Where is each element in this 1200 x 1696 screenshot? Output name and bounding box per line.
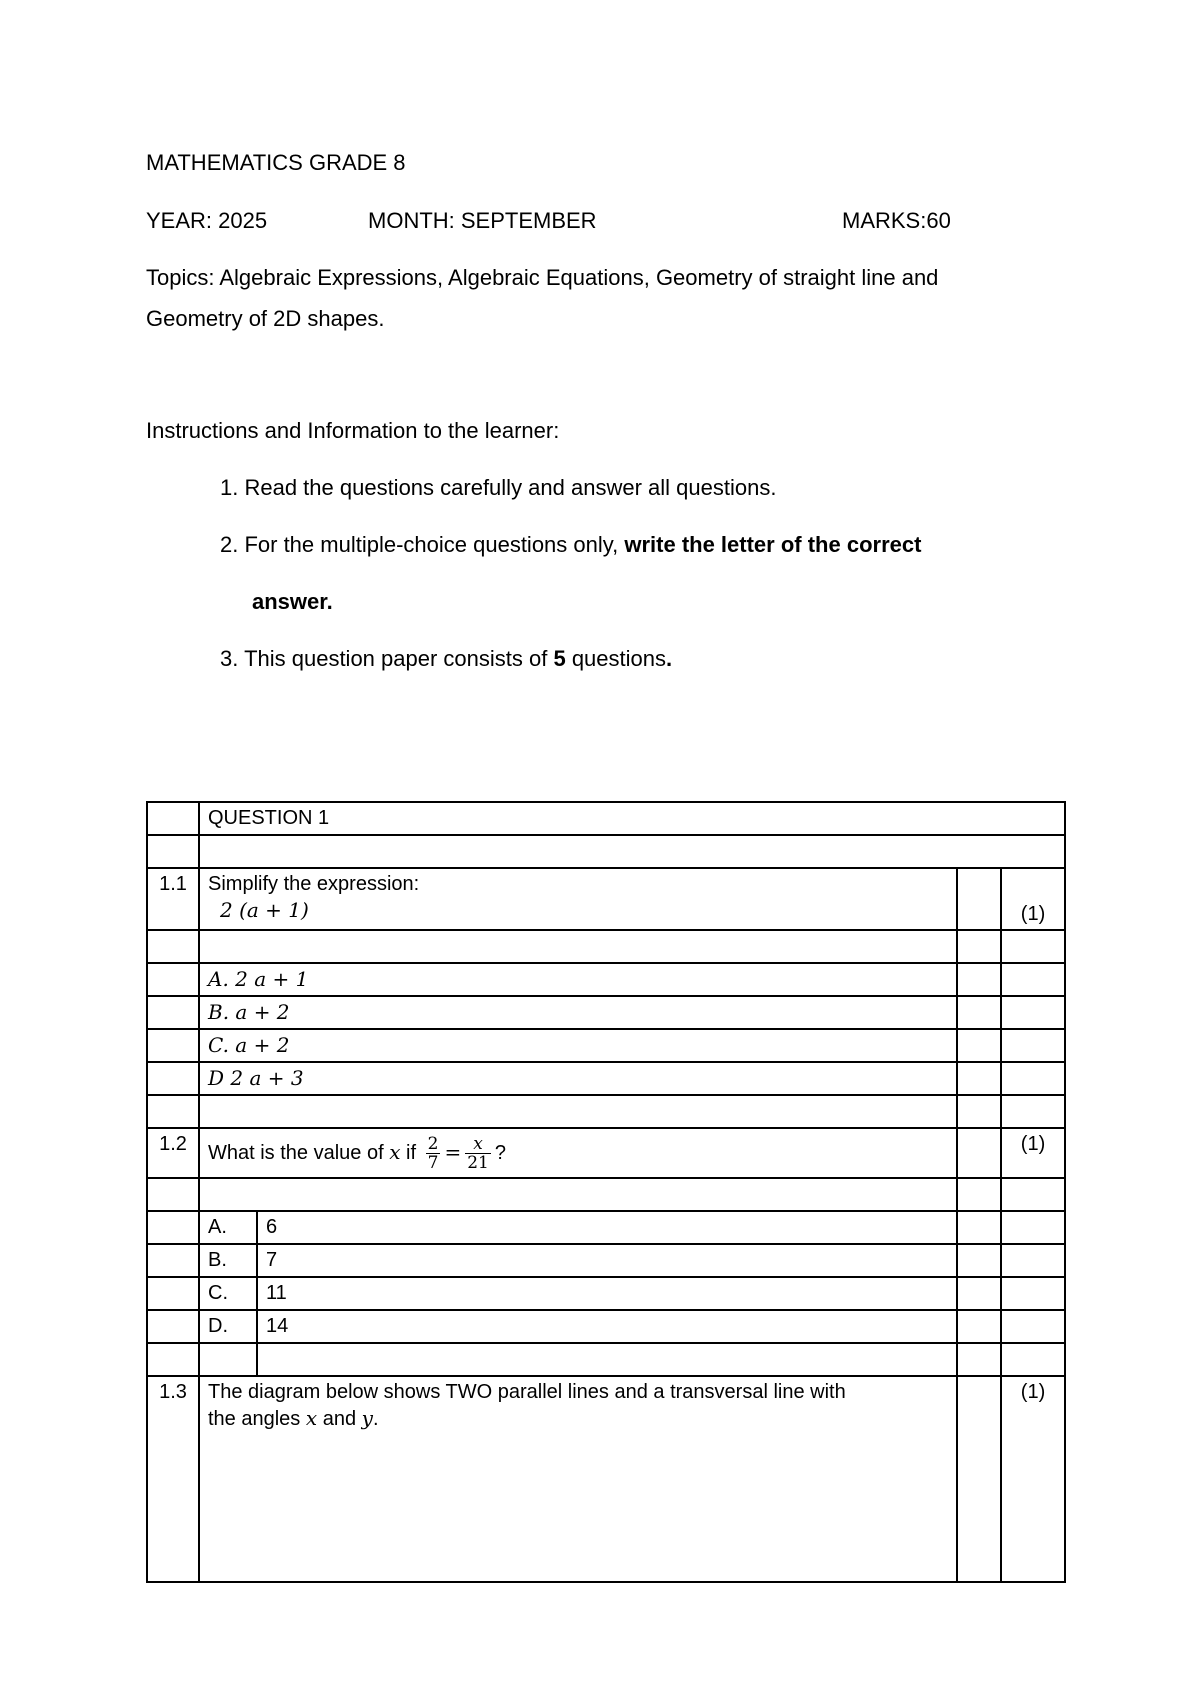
instruction-item-3-dot: . <box>666 646 673 671</box>
table-row <box>147 868 1065 930</box>
table-row <box>147 1062 1065 1095</box>
table-cell <box>147 996 199 1029</box>
answer-option <box>199 1062 957 1095</box>
instruction-item-2-bold: write the letter of the correct <box>624 532 922 557</box>
table-cell <box>147 1277 199 1310</box>
table-cell <box>147 930 199 963</box>
table-cell <box>147 1343 199 1376</box>
table-cell <box>1001 1062 1065 1095</box>
instructions-heading: Instructions and Information to the learner: <box>146 418 560 443</box>
question-prompt: What is the value of <box>208 1141 390 1164</box>
table-cell <box>147 1211 199 1244</box>
table-cell <box>957 1062 1001 1095</box>
question-prompt-line-2 <box>208 1405 948 1432</box>
table-cell <box>147 963 199 996</box>
table-cell <box>199 835 1065 868</box>
question-prompt: Simplify the expression: <box>208 873 420 895</box>
table-row <box>147 963 1065 996</box>
variable-x: x <box>389 1139 401 1164</box>
instruction-item-2-text: 2. For the multiple-choice questions only, <box>220 532 625 557</box>
instruction-item-2 <box>220 532 921 558</box>
table-cell <box>1001 1178 1065 1211</box>
instruction-item-3-text: 3. This question paper consists of <box>220 646 554 671</box>
table-cell <box>199 930 957 963</box>
table-row <box>147 1178 1065 1211</box>
option-text: B. a + 2 <box>208 1000 290 1024</box>
question-1-table <box>146 801 1066 1583</box>
instruction-item-1: 1. Read the questions carefully and answer all questions. <box>220 475 777 500</box>
option-letter: C. <box>199 1277 257 1310</box>
table-cell <box>147 1029 199 1062</box>
question-heading-text: QUESTION 1 <box>208 807 330 829</box>
option-text: D 2 a + 3 <box>208 1066 304 1090</box>
question-count: 5 <box>553 646 566 671</box>
table-row <box>147 835 1065 868</box>
table-row <box>147 1029 1065 1062</box>
table-cell <box>199 1095 957 1128</box>
table-cell <box>147 1095 199 1128</box>
fraction-x-over-21 <box>465 1135 491 1172</box>
table-cell <box>147 1062 199 1095</box>
equals-sign: = <box>444 1139 462 1164</box>
question-prompt-line-1: The diagram below shows TWO parallel lines and a transversal line with <box>208 1381 846 1403</box>
question-mark: ? <box>494 1141 506 1164</box>
instruction-item-2-continued: answer. <box>252 589 333 614</box>
question-prompt-if: if <box>400 1141 417 1164</box>
prompt-and: and <box>317 1408 362 1430</box>
question-text <box>199 1128 957 1178</box>
fraction-denominator: 7 <box>427 1152 439 1173</box>
exam-month: MONTH: SEPTEMBER <box>368 208 597 233</box>
table-cell <box>147 1244 199 1277</box>
instruction-item-3 <box>220 646 672 672</box>
table-row <box>147 1211 1065 1244</box>
table-cell <box>957 1376 1001 1582</box>
table-cell <box>257 1343 957 1376</box>
topics-line-1: Topics: Algebraic Expressions, Algebraic Equations, Geometry of straight line and <box>146 265 939 290</box>
table-cell <box>1001 1310 1065 1343</box>
table-cell <box>1001 1244 1065 1277</box>
question-number: 1.3 <box>147 1376 199 1582</box>
table-row <box>147 1128 1065 1178</box>
table-row <box>147 1244 1065 1277</box>
table-row <box>147 1095 1065 1128</box>
table-cell <box>957 1128 1001 1178</box>
prompt-text: the angles <box>208 1408 306 1430</box>
question-1-heading <box>199 802 1065 835</box>
question-expression: 2 (a + 1) <box>220 898 309 922</box>
table-cell <box>957 1211 1001 1244</box>
table-cell <box>147 1178 199 1211</box>
table-cell <box>957 1343 1001 1376</box>
table-cell <box>1001 930 1065 963</box>
table-cell <box>199 1178 957 1211</box>
fraction-denominator: 21 <box>467 1152 489 1173</box>
fraction-numerator: 2 <box>427 1133 439 1154</box>
exam-marks: MARKS:60 <box>842 208 951 233</box>
table-row <box>147 802 1065 835</box>
table-cell <box>957 1244 1001 1277</box>
option-value: 11 <box>257 1277 957 1310</box>
prompt-dot: . <box>372 1408 379 1430</box>
table-row <box>147 1376 1065 1582</box>
table-cell <box>957 1310 1001 1343</box>
option-value: 6 <box>257 1211 957 1244</box>
table-cell <box>957 930 1001 963</box>
table-cell <box>1001 1277 1065 1310</box>
table-row <box>147 1310 1065 1343</box>
table-cell <box>199 1343 257 1376</box>
question-number: 1.2 <box>147 1128 199 1178</box>
question-marks: (1) <box>1001 1376 1065 1582</box>
table-row <box>147 1343 1065 1376</box>
table-cell <box>957 1178 1001 1211</box>
option-text: C. a + 2 <box>208 1033 290 1057</box>
table-cell <box>1001 1343 1065 1376</box>
option-letter: B. <box>199 1244 257 1277</box>
instruction-item-3-end: questions <box>565 646 666 671</box>
answer-option <box>199 1029 957 1062</box>
question-text <box>199 868 957 930</box>
table-row <box>147 1277 1065 1310</box>
option-text: A. 2 a + 1 <box>208 967 309 991</box>
table-cell <box>1001 996 1065 1029</box>
option-letter: A. <box>199 1211 257 1244</box>
table-cell <box>957 1095 1001 1128</box>
question-number: 1.1 <box>147 868 199 930</box>
answer-option <box>199 963 957 996</box>
table-row <box>147 930 1065 963</box>
option-value: 7 <box>257 1244 957 1277</box>
table-cell <box>957 1029 1001 1062</box>
exam-year: YEAR: 2025 <box>146 208 268 233</box>
table-cell <box>957 1277 1001 1310</box>
fraction-numerator: x <box>465 1135 491 1154</box>
table-cell <box>957 963 1001 996</box>
table-cell <box>1001 1211 1065 1244</box>
table-cell <box>1001 1095 1065 1128</box>
table-cell <box>957 996 1001 1029</box>
table-cell <box>147 835 199 868</box>
table-cell <box>1001 1029 1065 1062</box>
table-cell <box>147 802 199 835</box>
table-cell <box>147 1310 199 1343</box>
table-cell <box>1001 963 1065 996</box>
option-value: 14 <box>257 1310 957 1343</box>
question-text <box>199 1376 957 1582</box>
option-letter: D. <box>199 1310 257 1343</box>
variable-y: y <box>361 1406 373 1430</box>
table-row <box>147 996 1065 1029</box>
topics-line-2: Geometry of 2D shapes. <box>146 306 385 331</box>
variable-x: x <box>305 1406 318 1430</box>
question-marks: (1) <box>1001 1128 1065 1178</box>
question-marks: (1) <box>1001 868 1065 930</box>
table-cell <box>957 868 1001 930</box>
fraction-two-sevenths <box>426 1135 441 1172</box>
exam-title: MATHEMATICS GRADE 8 <box>146 150 406 175</box>
answer-option <box>199 996 957 1029</box>
